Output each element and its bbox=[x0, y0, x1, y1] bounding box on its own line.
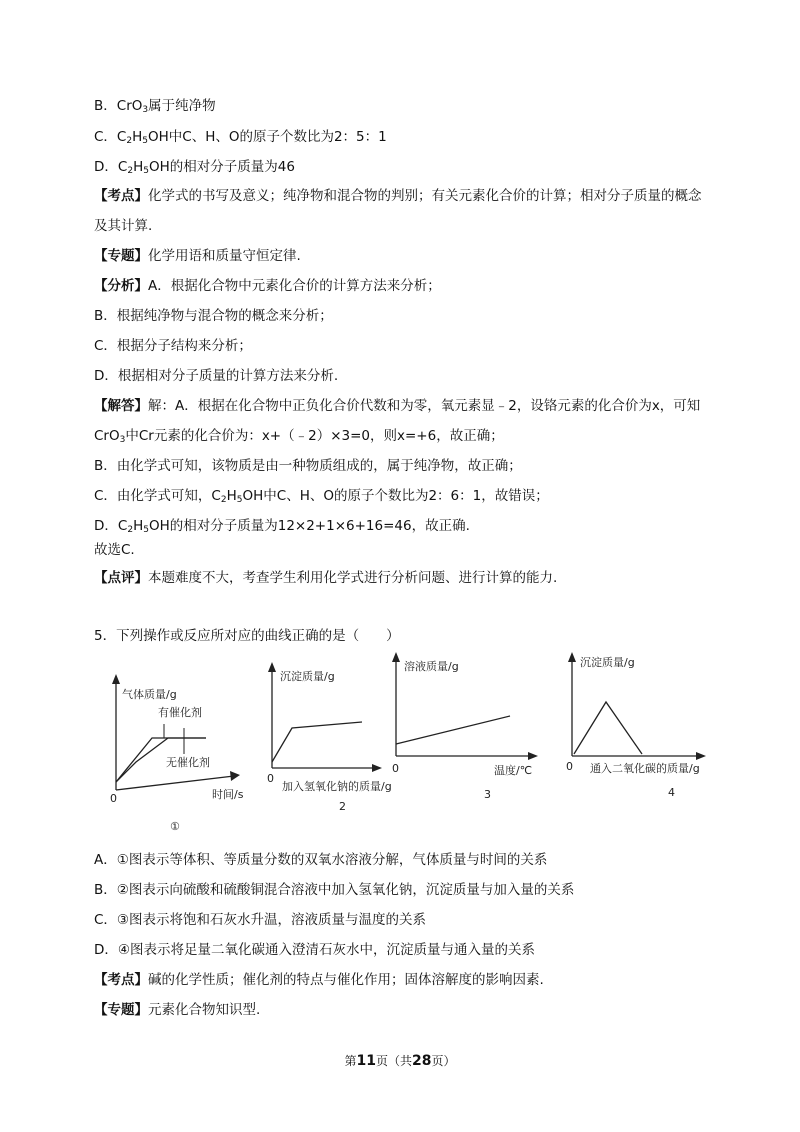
line-text: 中Cr元素的化合价为：x+（﹣2）×3=0，则x=+6，故正确； bbox=[125, 428, 504, 444]
text-line-fenxi bbox=[94, 276, 441, 296]
fig2-origin: 0 bbox=[267, 772, 274, 785]
section-tag: 【考点】 bbox=[94, 188, 148, 204]
subscript: 2 bbox=[220, 495, 227, 505]
text-line-jd-c bbox=[94, 486, 549, 510]
line-text: 元素化合物知识型. bbox=[148, 1002, 261, 1018]
text-line-kaodian bbox=[94, 186, 702, 206]
question-5-figures bbox=[96, 650, 716, 835]
line-text: 属于纯净物 bbox=[148, 98, 216, 114]
line-text: H bbox=[132, 129, 143, 145]
page-footer bbox=[0, 1052, 800, 1069]
line-text: 化学式的书写及意义；纯净物和混合物的判别；有关元素化合价的计算；相对分子质量的概念 bbox=[148, 188, 702, 204]
footer-mid: 页（共 bbox=[375, 1054, 412, 1068]
fig1-origin: 0 bbox=[110, 792, 117, 805]
text-line-jd-b bbox=[94, 456, 522, 476]
text-line-fx-c bbox=[94, 336, 252, 356]
section-tag: 【点评】 bbox=[94, 570, 148, 586]
line-text: OH的相对分子质量为46 bbox=[148, 159, 295, 175]
text-line-jd-d bbox=[94, 516, 470, 540]
text-line-jieda bbox=[94, 396, 700, 416]
line-text: D．根据相对分子质量的计算方法来分析. bbox=[94, 368, 339, 384]
subscript: 2 bbox=[126, 136, 133, 146]
line-text: A．根据化合物中元素化合价的计算方法来分析； bbox=[148, 278, 441, 294]
fig2-xlabel: 加入氢氧化钠的质量/g bbox=[282, 780, 392, 793]
section-tag: 【考点】 bbox=[94, 972, 148, 988]
subscript: 5 bbox=[236, 495, 243, 505]
section-tag: 【专题】 bbox=[94, 1002, 148, 1018]
text-line-opt-d bbox=[94, 940, 535, 960]
subscript: 2 bbox=[127, 166, 134, 176]
line-text: B．②图表示向硫酸和硫酸铜混合溶液中加入氢氧化钠，沉淀质量与加入量的关系 bbox=[94, 882, 575, 898]
text-line-fx-b bbox=[94, 306, 333, 326]
line-text: 碱的化学性质；催化剂的特点与催化作用；固体溶解度的影响因素. bbox=[148, 972, 544, 988]
line-text: 化学用语和质量守恒定律. bbox=[148, 248, 301, 264]
text-line-opt-c bbox=[94, 910, 426, 930]
text-line-opt-b bbox=[94, 880, 574, 900]
line-text: D．C bbox=[94, 159, 128, 175]
line-text: 及其计算. bbox=[94, 218, 153, 234]
subscript: 5 bbox=[143, 166, 149, 176]
line-text: H bbox=[226, 488, 237, 504]
line-text: B．根据纯净物与混合物的概念来分析； bbox=[94, 308, 333, 324]
line-text: OH的相对分子质量为12×2+1×6+16=46，故正确. bbox=[148, 518, 470, 534]
subscript: 2 bbox=[127, 525, 134, 535]
text-line-fx-d bbox=[94, 366, 338, 386]
fig1-label-no-catalyst: 无催化剂 bbox=[166, 756, 210, 769]
line-text: H bbox=[133, 518, 144, 534]
text-line-c bbox=[94, 127, 387, 151]
line-text: 故选C. bbox=[94, 542, 135, 558]
line-text: B．CrO bbox=[94, 98, 143, 114]
text-line-jd2 bbox=[94, 426, 504, 450]
footer-pre: 第 bbox=[344, 1054, 357, 1068]
fig4-ylabel: 沉淀质量/g bbox=[580, 656, 635, 669]
line-text: A．①图表示等体积、等质量分数的双氧水溶液分解，气体质量与时间的关系 bbox=[94, 852, 548, 868]
text-line-zhuanti bbox=[94, 246, 301, 266]
fig4-xlabel: 通入二氧化碳的质量/g bbox=[590, 762, 700, 775]
text-line-dianping bbox=[94, 568, 557, 588]
footer-page-number: 11 bbox=[356, 1053, 376, 1069]
line-text: H bbox=[133, 159, 144, 175]
figure-4 bbox=[566, 652, 706, 799]
line-text: 5．下列操作或反应所对应的曲线正确的是（ ） bbox=[94, 628, 400, 644]
section-tag: 【解答】 bbox=[94, 398, 148, 414]
footer-post: 页） bbox=[431, 1054, 456, 1068]
text-line-zhuanti5 bbox=[94, 1000, 260, 1020]
fig4-origin: 0 bbox=[566, 760, 573, 773]
line-text: C．由化学式可知，C bbox=[94, 488, 221, 504]
line-text: C．根据分子结构来分析； bbox=[94, 338, 252, 354]
fig3-ylabel: 溶液质量/g bbox=[404, 660, 459, 673]
fig3-origin: 0 bbox=[392, 762, 399, 775]
line-text: D．④图表示将足量二氧化碳通入澄清石灰水中，沉淀质量与通入量的关系 bbox=[94, 942, 535, 958]
fig1-number: ① bbox=[170, 820, 180, 833]
line-text: OH中C、H、O的原子个数比为2：5：1 bbox=[147, 129, 387, 145]
figure-3 bbox=[392, 652, 538, 801]
section-tag: 【分析】 bbox=[94, 278, 148, 294]
figure-1 bbox=[110, 674, 244, 833]
line-text: C．③图表示将饱和石灰水升温，溶液质量与温度的关系 bbox=[94, 912, 427, 928]
fig3-number: 3 bbox=[484, 788, 491, 801]
fig3-xlabel: 温度/℃ bbox=[494, 764, 533, 777]
fig4-number: 4 bbox=[668, 786, 675, 799]
text-line-opt-a bbox=[94, 850, 547, 870]
subscript: 5 bbox=[143, 525, 149, 535]
line-text: B．由化学式可知，该物质是由一种物质组成的，属于纯净物，故正确； bbox=[94, 458, 522, 474]
fig1-label-catalyst: 有催化剂 bbox=[158, 706, 202, 719]
text-line-q5 bbox=[94, 626, 400, 646]
line-text: 本题难度不大，考查学生利用化学式进行分析问题、进行计算的能力. bbox=[148, 570, 558, 586]
fig1-xlabel: 时间/s bbox=[212, 788, 244, 801]
fig2-curve bbox=[272, 722, 362, 762]
text-line-d bbox=[94, 157, 295, 181]
text-line-kaodian5 bbox=[94, 970, 544, 990]
fig2-number: 2 bbox=[339, 800, 346, 813]
line-text: D．C bbox=[94, 518, 128, 534]
footer-total-pages: 28 bbox=[412, 1053, 432, 1069]
line-text: C．C bbox=[94, 129, 127, 145]
fig3-curve bbox=[396, 716, 510, 744]
line-text: OH中C、H、O的原子个数比为2：6：1，故错误； bbox=[242, 488, 549, 504]
fig2-ylabel: 沉淀质量/g bbox=[280, 670, 335, 683]
subscript: 5 bbox=[142, 136, 148, 146]
fig1-ylabel: 气体质量/g bbox=[122, 688, 177, 701]
text-line-guxuan bbox=[94, 540, 135, 560]
section-tag: 【专题】 bbox=[94, 248, 148, 264]
text-line-b bbox=[94, 96, 216, 120]
fig4-curve bbox=[574, 702, 642, 754]
subscript: 3 bbox=[119, 435, 126, 445]
line-text: 解：A．根据在化合物中正负化合价代数和为零，氧元素显﹣2，设铬元素的化合价为x，可知 bbox=[148, 398, 701, 414]
figure-2 bbox=[267, 662, 392, 813]
subscript: 3 bbox=[142, 105, 149, 115]
line-text: CrO bbox=[94, 428, 120, 444]
text-line-kaodian2 bbox=[94, 216, 152, 236]
